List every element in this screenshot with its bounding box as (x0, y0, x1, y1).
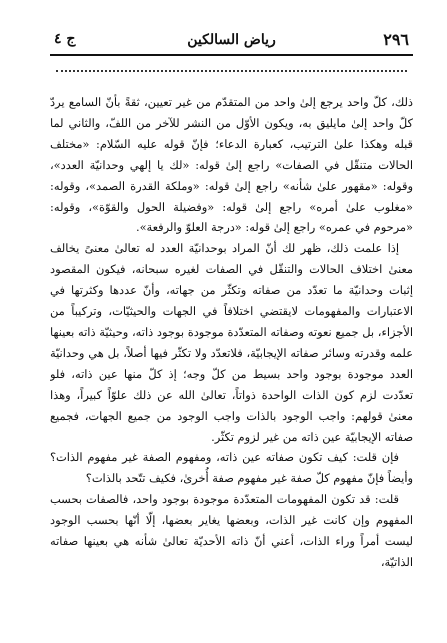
body-text (50, 92, 413, 629)
paragraph: قلت: قد تكون المفهومات المتعدّدة موجودة بوجود واحد، فالصفات بحسب المفهوم وإن كانت غير الذات، وبعضها يغاير بعضها، إلّا أنّها بحسب الوجود ليست أمراً وراء الذات، أعني أنّ ذاته الأحديّة تعالىٰ شأنه هي بعينها صفاته الذاتيّة، (50, 492, 413, 569)
running-title: رياض السالكين (187, 32, 276, 48)
paragraph: إذا علمت ذلك، ظهر لك أنّ المراد بوحدانيّة العدد له تعالىٰ معنىً يخالف معنىٰ اختلاف الحالات والتنقّل في الصفات لغيره سبحانه، فيكون المقصود إثبات وحدانيّة ما تعدّد من صفاته وتكثّر من جهاته، وأنّ عددها وكثرتها في الاعتبارات والمفهومات لايقتضي اختلافاً في الجهات والحيثيّات، وتركيباً من الأجزاء، بل جميع نعوته وصفاته المتعدّدة موجودة بوجود ذاته، وحيثيّة ذاته بعينها علمه وقدرته وسائر صفاته الإيجابيّة، فلاتعدّد ولا تكثّر فيها أصلاً، بل هي وحدانيّة العدد موجودة بوجود واحد بسيط من كلّ وجه؛ إذ كلّ منها عين ذاته، فلو تعدّدت لزم كون الذات الواحدة ذواتاً، تعالىٰ الله عن ذلك علوّاً كبيراً، وهذا معنىٰ قولهم: واجب الوجود بالذات واجب الوجود من جميع الجهات، فجميع صفاته الإيجابيّة عين ذاته من غير لزوم تكثّر. (50, 241, 413, 444)
page-header (50, 30, 413, 52)
page-number: ٢٩٦ (383, 30, 409, 49)
volume-label: ج ٤ (54, 31, 76, 47)
paragraph: ذلك، كلّ واحد يرجع إلىٰ واحد من المتقدّم من غير تعيين، ثقةً بأنّ السامع يردّ كلّ واحد إلىٰ مايليق به، ويكون الأوّل من النشر للآخر من اللفّ، والثاني لما قبله وهكذا علىٰ الترتيب، كعبارة الدعاء؛ فإنّ قوله عليه السّلام: «مختلف الحالات متنقّل في الصفات» راجع إلىٰ قوله: «لك يا إلهي وحدانيّة العدد»، وقوله: «مقهور علىٰ شأنه» راجع إلىٰ قوله: «وملكة القدرة الصمد»، وقوله: «مغلوب علىٰ أمره» راجع إلىٰ قوله: «وفضيلة الحول والقوّة»، وقوله: «مرحوم في عمره» راجع إلىٰ قوله: «درجة العلوّ والرفعة». (50, 95, 413, 235)
dotted-separator (56, 70, 407, 72)
paragraph: فإن قلت: كيف تكون صفاته عين ذاته، ومفهوم الصفة غير مفهوم الذات؟ وأيضاً فإنّ مفهوم كلّ صفة غير مفهوم صفة أُخرىٰ، فكيف تتّحد بالذات؟ (50, 450, 413, 486)
header-rule (50, 54, 413, 56)
